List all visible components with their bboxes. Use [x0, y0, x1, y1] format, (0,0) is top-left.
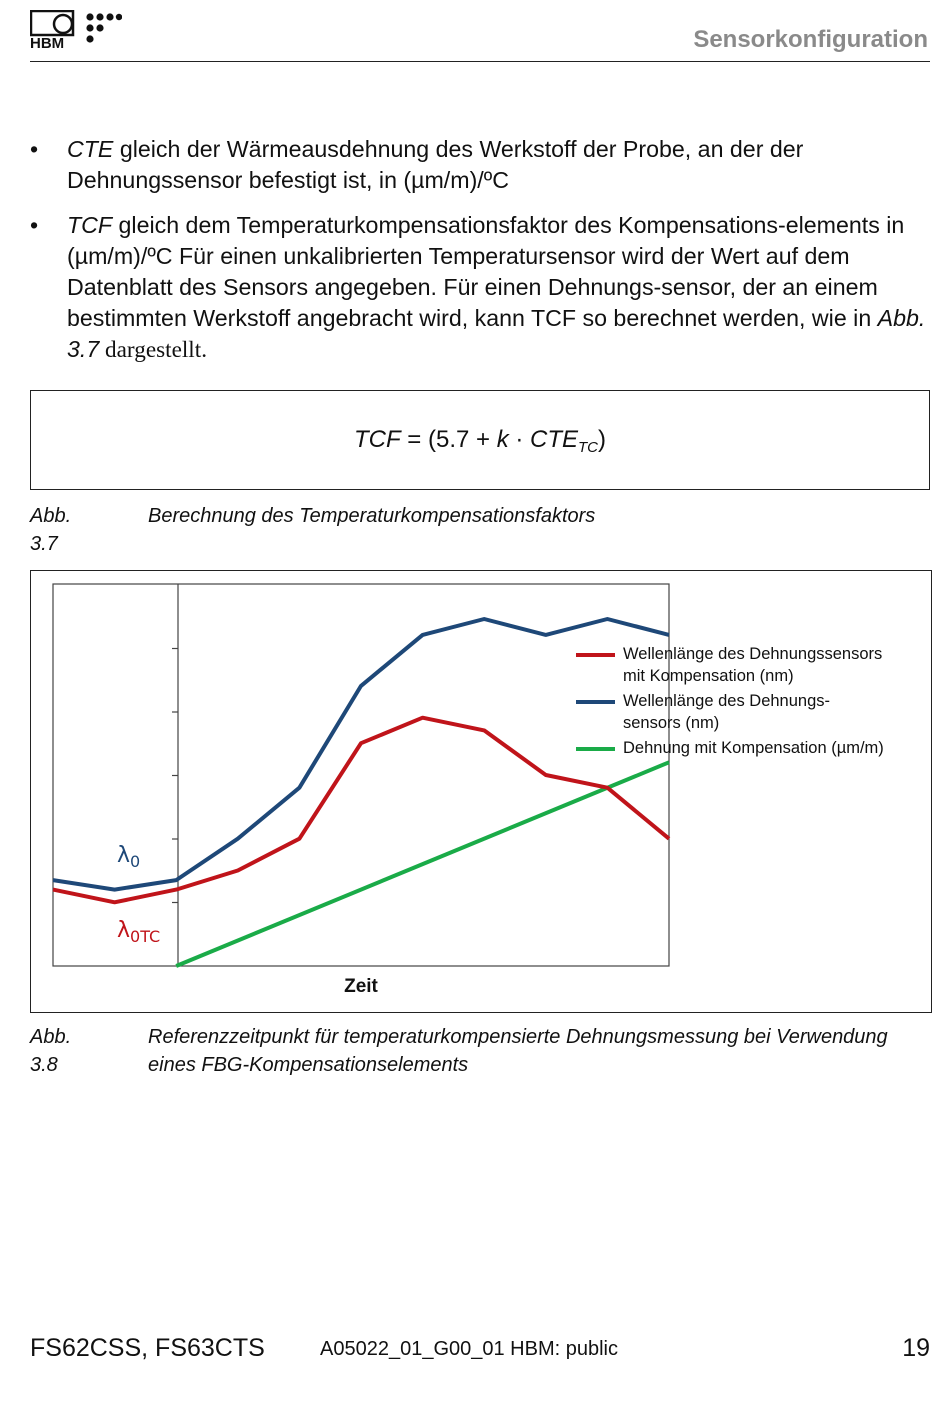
footer-products: FS62CSS, FS63CTS [30, 1334, 265, 1362]
figure-reference: Abb. 3.7 [67, 305, 926, 362]
y-ticks [172, 649, 178, 903]
bullet-tail: dargestellt. [99, 337, 207, 363]
term-tcf: TCF [67, 212, 113, 238]
formula-cte: CTE [530, 426, 579, 453]
formula-dot: · [508, 426, 531, 453]
bullet-text: gleich der Wärmeausdehnung des Werkstoff der Probe, an der der Dehnungssensor befestigt ist, in (µm/m)/ºC [67, 136, 804, 193]
line-chart [31, 571, 931, 1012]
formula-rhs: = (5.7 + [400, 426, 497, 453]
series-layer [53, 619, 669, 966]
caption-text: Referenzzeitpunkt für temperaturkompensierte Dehnungsmessung bei Verwendung eines FBG-Kompensationselements [148, 1026, 888, 1076]
bullet-marker: • [30, 136, 39, 162]
plot-frame [53, 584, 669, 966]
formula-k: k [496, 426, 509, 453]
legend-label: sensors (nm) [623, 714, 720, 732]
figure-box [30, 570, 932, 1013]
bullet-item-cte [30, 134, 929, 196]
x-axis-label: Zeit [344, 976, 378, 997]
bullet-marker: • [30, 212, 39, 238]
lambda-label: $\lambda_0$ [117, 843, 141, 871]
header-divider [30, 61, 930, 62]
caption-number: Abb. 3.7 [30, 505, 72, 555]
series-line [53, 718, 669, 903]
footer-doc-id: A05022_01_G00_01 HBM: public [320, 1338, 618, 1360]
formula-close: ) [598, 426, 607, 453]
hbm-logo [30, 10, 122, 50]
legend-label: Wellenlänge des Dehnungs- [623, 692, 830, 710]
formula-subscript: TC [578, 439, 599, 456]
formula-lhs: TCF [353, 426, 401, 453]
bullet-item-tcf [30, 210, 929, 366]
caption-text: Berechnung des Temperaturkompensationsfaktors [148, 505, 596, 527]
legend [576, 645, 884, 757]
caption-number: Abb. 3.8 [30, 1026, 72, 1076]
legend-label: Wellenlänge des Dehnungssensors [623, 645, 883, 663]
legend-label: mit Kompensation (nm) [623, 667, 794, 685]
page-number: 19 [902, 1334, 930, 1362]
section-title: Sensorkonfiguration [693, 26, 928, 53]
formula [31, 426, 929, 456]
lambda-label: $\lambda_{0TC}$ [117, 918, 161, 946]
formula-box [30, 390, 930, 490]
legend-label: Dehnung mit Kompensation (µm/m) [623, 739, 884, 757]
bullet-text: gleich dem Temperaturkompensationsfaktor des Kompensations-elements in (µm/m)/ºC Für einen unkalibrierten Temperatursensor wird der Wert auf dem Datenblatt des Sensors angegeben. Für einen Dehnungs-sensor, der an einem bestimmten Werkstoff angebracht wird, kann TCF so berechnet werden, wie in [67, 212, 905, 331]
term-cte: CTE [67, 136, 114, 162]
logo-text: HBM [30, 35, 65, 50]
series-line [53, 619, 669, 890]
